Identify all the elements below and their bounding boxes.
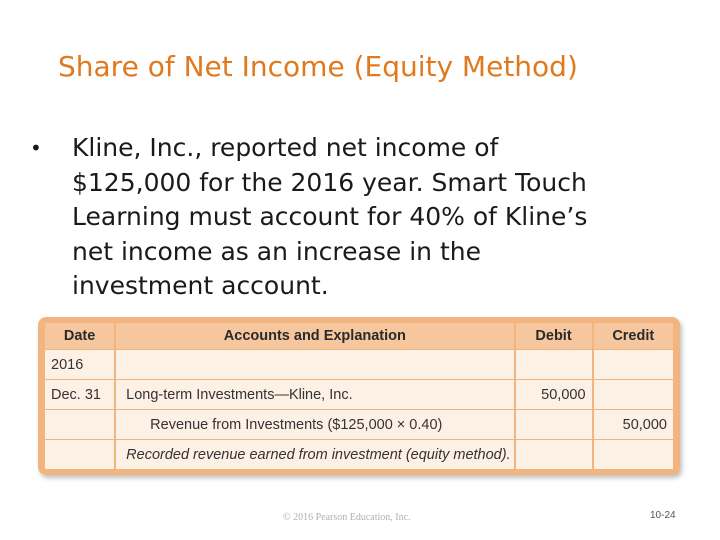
bullet-line: Kline, Inc., reported net income of [72,133,499,162]
cell-debit [516,349,594,379]
cell-credit [594,439,673,469]
cell-account: Long-term Investments—Kline, Inc. [116,379,515,409]
cell-credit: 50,000 [594,409,673,439]
cell-debit: 50,000 [516,379,594,409]
header-accounts: Accounts and Explanation [116,323,515,349]
table-row [45,409,673,439]
cell-account [116,349,515,379]
cell-date: 2016 [45,349,116,379]
table-row [45,349,673,379]
header-date: Date [45,323,116,349]
cell-account: Revenue from Investments ($125,000 × 0.40) [116,409,515,439]
table-row [45,379,673,409]
table-header-row [45,323,673,349]
slide-title: Share of Net Income (Equity Method) [58,50,578,83]
cell-date [45,409,116,439]
table-row [45,439,673,469]
header-debit: Debit [516,323,594,349]
journal-entry-panel [38,317,680,475]
bullet-line: Learning must account for 40% of Kline’s [72,202,588,231]
bullet-line: investment account. [72,271,329,300]
page-number: 10-24 [650,510,676,521]
cell-explanation: Recorded revenue earned from investment (equity method). [116,439,515,469]
cell-debit [516,409,594,439]
bullet-text [72,131,682,304]
cell-date: Dec. 31 [45,379,116,409]
copyright-footer: © 2016 Pearson Education, Inc. [283,512,411,523]
header-credit: Credit [594,323,673,349]
cell-credit [594,379,673,409]
bullet-line: $125,000 for the 2016 year. Smart Touch [72,167,587,197]
cell-date [45,439,116,469]
bullet-line: net income as an increase in the [72,236,481,266]
cell-credit [594,349,673,379]
cell-debit [516,439,594,469]
bullet-symbol: • [30,136,42,160]
journal-entry-table [45,323,673,469]
